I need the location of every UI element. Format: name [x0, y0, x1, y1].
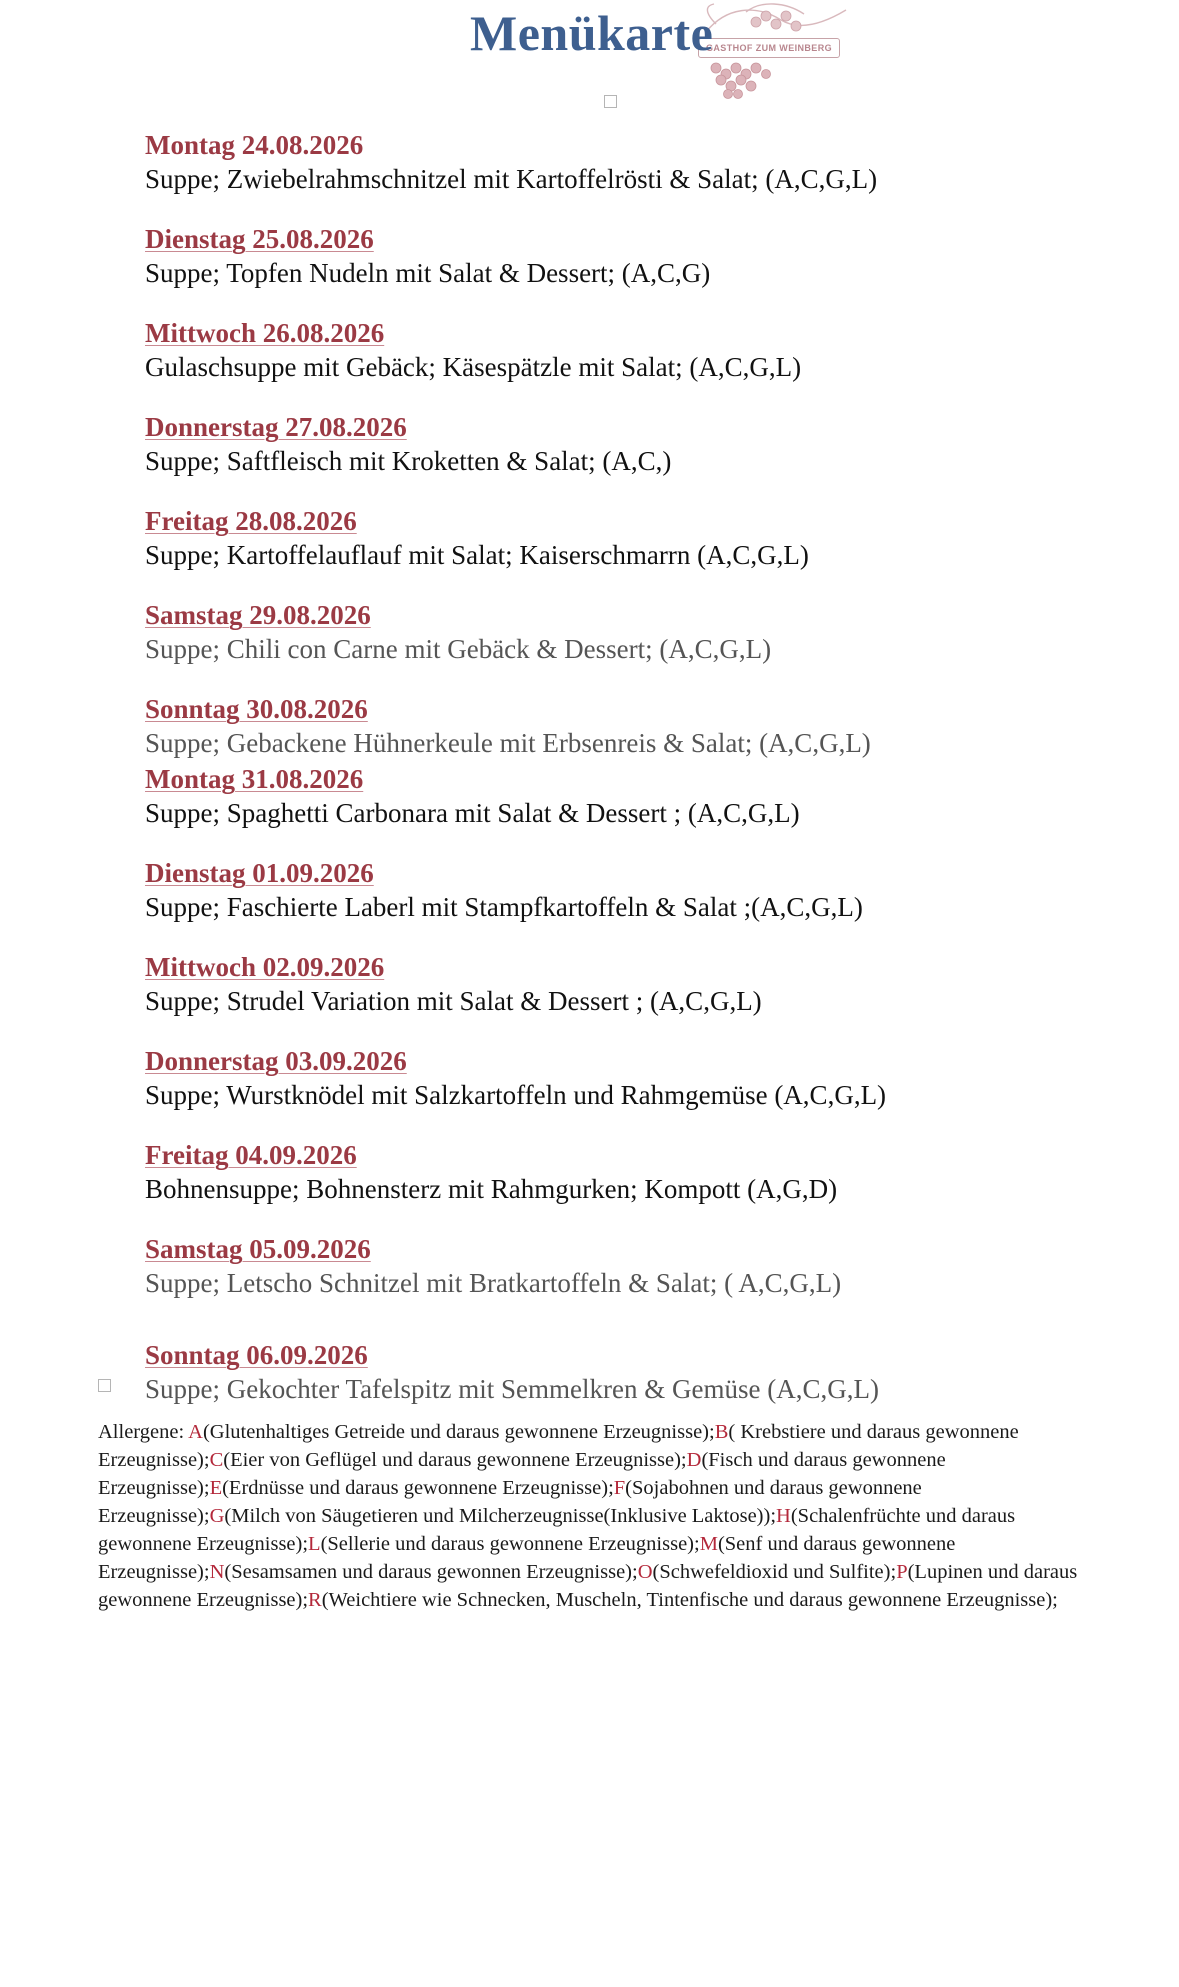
menu-day-date: Donnerstag 27.08.2026 [145, 412, 407, 442]
menu-day [145, 222, 1105, 290]
menu-day-date: Sonntag 06.09.2026 [145, 1340, 368, 1370]
allergen-code: N [209, 1561, 225, 1583]
menu-day-dish: Bohnensuppe; Bohnensterz mit Rahmgurken; Kompott (A,G,D) [145, 1174, 838, 1204]
menu-day-date: Dienstag 01.09.2026 [145, 858, 374, 888]
menu-day [145, 1338, 1105, 1406]
menu-day-dish: Suppe; Zwiebelrahmschnitzel mit Kartoffelrösti & Salat; (A,C,G,L) [145, 164, 878, 194]
allergen-code: B [714, 1421, 729, 1443]
menu-day [145, 1138, 1105, 1206]
allergen-description: (Sojabohnen und daraus gewonnene Erzeugnisse); [98, 1477, 922, 1527]
allergen-description: (Erdnüsse und daraus gewonnene Erzeugnisse); [222, 1477, 614, 1499]
menu-day-date: Freitag 28.08.2026 [145, 506, 357, 536]
allergen-code: E [209, 1477, 223, 1499]
menu-day-date: Montag 31.08.2026 [145, 764, 364, 794]
allergen-legend [98, 1418, 1088, 1614]
allergen-code: M [699, 1533, 718, 1555]
allergen-description: (Milch von Säugetieren und Milcherzeugnisse(Inklusive Laktose)); [224, 1505, 777, 1527]
allergen-code: F [613, 1477, 626, 1499]
page-header [0, 0, 1179, 110]
menu-day [145, 410, 1105, 478]
allergen-code: D [686, 1449, 702, 1471]
allergen-description: (Schwefeldioxid und Sulfite); [652, 1561, 897, 1583]
menu-day-dish: Suppe; Spaghetti Carbonara mit Salat & Dessert ; (A,C,G,L) [145, 798, 800, 828]
allergen-description: (Sesamsamen und daraus gewonnen Erzeugnisse); [224, 1561, 638, 1583]
menu-day-date: Dienstag 25.08.2026 [145, 224, 374, 254]
menu-day-date: Mittwoch 26.08.2026 [145, 318, 385, 348]
menu-day [145, 598, 1105, 666]
allergen-description: (Lupinen und daraus gewonnene Erzeugnisse); [98, 1561, 1078, 1611]
allergen-description: (Glutenhaltiges Getreide und daraus gewonnene Erzeugnisse); [202, 1421, 715, 1443]
menu-day-date: Montag 24.08.2026 [145, 130, 364, 160]
allergen-code: P [896, 1561, 908, 1583]
menu-day-dish: Suppe; Saftfleisch mit Kroketten & Salat; (A,C,) [145, 446, 672, 476]
menu-day [145, 1044, 1105, 1112]
page-title: Menükarte [470, 5, 714, 61]
allergen-code: G [209, 1505, 225, 1527]
logo-badge: GASTHOF ZUM WEINBERG [698, 38, 840, 58]
menu-day-dish: Suppe; Strudel Variation mit Salat & Dessert ; (A,C,G,L) [145, 986, 762, 1016]
allergen-description: (Eier von Geflügel und daraus gewonnene Erzeugnisse); [223, 1449, 687, 1471]
menu-day-dish: Suppe; Topfen Nudeln mit Salat & Dessert; (A,C,G) [145, 258, 711, 288]
allergen-description: (Schalenfrüchte und daraus gewonnene Erzeugnisse); [98, 1505, 1016, 1555]
allergen-description: (Sellerie und daraus gewonnene Erzeugnisse); [320, 1533, 700, 1555]
menu-day [145, 692, 1105, 760]
allergen-label: Allergene: [98, 1421, 189, 1443]
allergen-code: H [776, 1505, 791, 1527]
menu-day-date: Samstag 29.08.2026 [145, 600, 371, 630]
menu-day [145, 856, 1105, 924]
allergen-description: (Fisch und daraus gewonnene Erzeugnisse); [98, 1449, 946, 1499]
allergen-code: C [209, 1449, 224, 1471]
allergen-code: O [637, 1561, 653, 1583]
menu-day-dish: Suppe; Kartoffelauflauf mit Salat; Kaiserschmarrn (A,C,G,L) [145, 540, 809, 570]
menu-day-dish: Suppe; Chili con Carne mit Gebäck & Dessert; (A,C,G,L) [145, 634, 772, 664]
menu-day [145, 128, 1105, 196]
allergen-code: L [308, 1533, 321, 1555]
allergen-description: (Weichtiere wie Schnecken, Muscheln, Tintenfische und daraus gewonnene Erzeugnisse); [321, 1589, 1058, 1611]
menu-day-date: Mittwoch 02.09.2026 [145, 952, 385, 982]
menu-day-date: Freitag 04.09.2026 [145, 1140, 357, 1170]
menu-day-date: Sonntag 30.08.2026 [145, 694, 368, 724]
broken-image-icon [98, 1379, 111, 1392]
menu-day-date: Samstag 05.09.2026 [145, 1234, 371, 1264]
menu-day [145, 1232, 1105, 1300]
menu-day [145, 316, 1105, 384]
menu-day-dish: Suppe; Wurstknödel mit Salzkartoffeln und Rahmgemüse (A,C,G,L) [145, 1080, 887, 1110]
menu-day-dish: Suppe; Letscho Schnitzel mit Bratkartoffeln & Salat; ( A,C,G,L) [145, 1268, 842, 1298]
menu-day [145, 950, 1105, 1018]
allergen-code: R [308, 1589, 322, 1611]
allergen-code: A [188, 1421, 203, 1443]
menu-day-dish: Suppe; Faschierte Laberl mit Stampfkartoffeln & Salat ;(A,C,G,L) [145, 892, 863, 922]
menu-day [145, 504, 1105, 572]
menu-day-dish: Suppe; Gebackene Hühnerkeule mit Erbsenreis & Salat; (A,C,G,L) [145, 728, 871, 758]
broken-image-icon [604, 95, 617, 108]
allergen-description: (Senf und daraus gewonnene Erzeugnisse); [98, 1533, 956, 1583]
menu-day-dish: Suppe; Gekochter Tafelspitz mit Semmelkren & Gemüse (A,C,G,L) [145, 1374, 879, 1404]
weekly-menu [145, 128, 1105, 1432]
menu-day [145, 762, 1105, 830]
menu-day-date: Donnerstag 03.09.2026 [145, 1046, 407, 1076]
allergen-description: ( Krebstiere und daraus gewonnene Erzeugnisse); [98, 1421, 1019, 1471]
menu-day-dish: Gulaschsuppe mit Gebäck; Käsespätzle mit Salat; (A,C,G,L) [145, 352, 802, 382]
